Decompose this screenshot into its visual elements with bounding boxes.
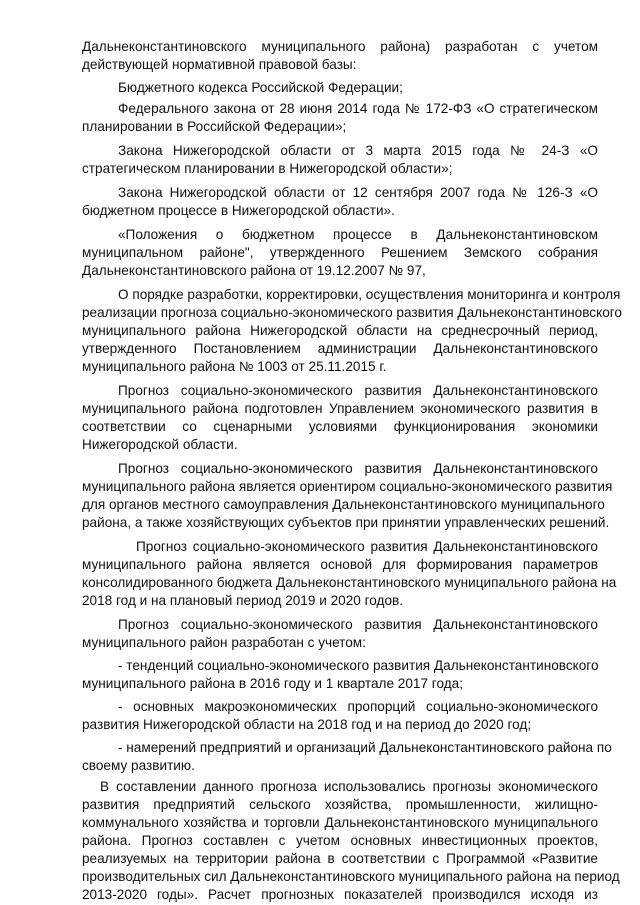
text-line: - тенденций социально-экономического развития Дальнеконстантиновского [118, 658, 599, 673]
text-line: 2013-2020 годы». Расчет прогнозных показателей производился исходя из [82, 887, 598, 902]
text-line: муниципального района является ориентиром социально-экономического развития [82, 479, 613, 494]
text-line: Прогноз социально-экономического развития Дальнеконстантиновского [118, 617, 598, 632]
text-line: Прогноз социально-экономического развития Дальнеконстантиновского [118, 461, 598, 476]
text-line: 2018 год и на плановый период 2019 и 2020 годов. [82, 593, 404, 608]
text-line: реализации прогноза социально-экономического развития Дальнеконстантиновского [82, 305, 622, 320]
text-line: муниципального района № 1003 от 25.11.2015 г. [82, 359, 387, 374]
text-line: Нижегородской области. [82, 437, 238, 452]
text-line: действующей нормативной правовой базы: [82, 57, 357, 72]
text-line: Дальнеконстантиновского района от 19.12.2007 № 97, [82, 263, 426, 278]
text-line: муниципального района в 2016 году и 1 квартале 2017 года; [82, 676, 463, 691]
text-line: муниципального района является основой для формирования параметров [82, 557, 598, 572]
text-line: Прогноз социально-экономического развития Дальнеконстантиновского [136, 539, 598, 554]
text-line: планировании в Российской Федерации»; [82, 119, 347, 134]
text-line: Дальнеконстантиновского муниципального района) разработан с учетом [82, 39, 598, 54]
text-line: стратегическом планировании в Нижегородской области»; [82, 161, 453, 176]
text-line: муниципального района Нижегородской области на среднесрочный период, [82, 323, 598, 338]
text-line: Прогноз социально-экономического развития Дальнеконстантиновского [118, 383, 598, 398]
text-line: района, а также хозяйствующих субъектов при принятии управленческих решений. [82, 515, 610, 530]
text-line: своему развитию. [82, 758, 195, 773]
text-line: Закона Нижегородской области от 12 сентября 2007 года № 126-З «О [118, 185, 598, 200]
text-line: соответствии со сценарными условиями функционирования экономики [82, 419, 598, 434]
text-line: Бюджетного кодекса Российской Федерации; [118, 80, 403, 95]
text-line: консолидированного бюджета Дальнеконстантиновского муниципального района на [82, 575, 617, 590]
text-line: развития предприятий сельского хозяйства, промышленности, жилищно- [82, 797, 598, 812]
text-line: муниципального район разработан с учетом: [82, 635, 366, 650]
text-line: муниципальном районе", утвержденного Решением Земского собрания [82, 245, 598, 260]
text-line: производительных сил Дальнеконстантиновского муниципального района на период [82, 869, 620, 884]
text-line: развития Нижегородской области на 2018 год и на период до 2020 год; [82, 717, 532, 732]
text-line: Закона Нижегородской области от 3 марта 2015 года № 24-З «О [118, 143, 598, 158]
text-line: О порядке разработки, корректировки, осуществления мониторинга и контроля [118, 287, 621, 302]
text-line: «Положения о бюджетном процессе в Дальнеконстантиновском [118, 227, 598, 242]
text-line: для органов местного самоуправления Дальнеконстантиновского муниципального [82, 497, 605, 512]
text-line: Федерального закона от 28 июня 2014 года № 172-ФЗ «О стратегическом [118, 101, 598, 116]
text-line: реализуемых на территории района в соответствии с Программой «Развитие [82, 851, 598, 866]
text-line: коммунального хозяйства и торговли Дальнеконстантиновского муниципального [82, 815, 598, 830]
text-line: утвержденного Постановлением администрации Дальнеконстантиновского [82, 341, 598, 356]
text-line: муниципального района подготовлен Управлением экономического развития в [82, 401, 598, 416]
text-line: - намерений предприятий и организаций Дальнеконстантиновского района по [118, 740, 612, 755]
text-line: В составлении данного прогноза использовались прогнозы экономического [100, 779, 598, 794]
text-line: района. Прогноз составлен с учетом основных инвестиционных проектов, [82, 833, 598, 848]
text-line: - основных макроэкономических пропорций социально-экономического [118, 699, 598, 714]
text-line: бюджетном процессе в Нижегородской области». [82, 203, 395, 218]
